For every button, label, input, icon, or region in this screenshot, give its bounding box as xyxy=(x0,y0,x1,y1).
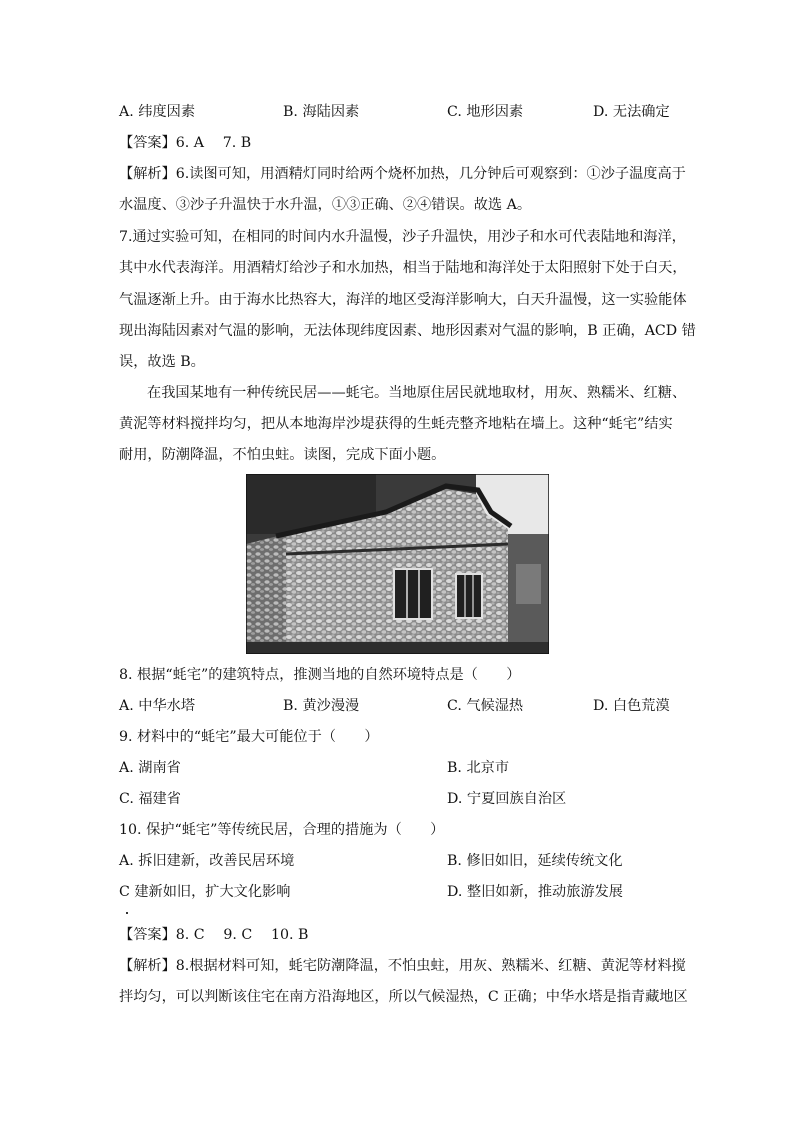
q10-option-a: A. 拆旧建新，改善民居环境 xyxy=(119,853,295,869)
analysis-line: 误，故选 B。 xyxy=(119,354,205,370)
q7-option-b: B. 海陆因素 xyxy=(283,104,360,120)
stray-mark xyxy=(126,912,128,914)
analysis-line: 气温逐渐上升。由于海水比热容大，海洋的地区受海洋影响大，白天升温慢，这一实验能体 xyxy=(119,292,687,308)
passage-line: 耐用，防潮降温，不怕虫蛀。读图，完成下面小题。 xyxy=(119,447,446,463)
oyster-house-photo xyxy=(246,474,549,654)
q9-option-a: A. 湖南省 xyxy=(119,760,181,776)
analysis-line: 7.通过实验可知，在相同的时间内水升温慢，沙子升温快，用沙子和水可代表陆地和海洋， xyxy=(119,229,686,245)
passage-line: 黄泥等材料搅拌均匀，把从本地海岸沙堤获得的生蚝壳整齐地粘在墙上。这种“蚝宅”结实 xyxy=(119,416,673,432)
q8-option-d: D. 白色荒漠 xyxy=(593,698,670,714)
analysis-line: 现出海陆因素对气温的影响，无法体现纬度因素、地形因素对气温的影响，B 正确，ACD 错 xyxy=(119,323,696,339)
q9-option-c: C. 福建省 xyxy=(119,791,181,807)
q7-option-d: D. 无法确定 xyxy=(593,104,670,120)
question-10: 10. 保护“蚝宅”等传统民居，合理的措施为（ ） xyxy=(119,822,445,838)
answer-8-10: 【答案】8. C 9. C 10. B xyxy=(119,927,309,943)
q9-option-b: B. 北京市 xyxy=(447,760,510,776)
analysis-line: 水温度、③沙子升温快于水升温，①③正确、②④错误。故选 A。 xyxy=(119,197,532,213)
analysis-line: 拌均匀，可以判断该住宅在南方沿海地区，所以气候湿热，C 正确；中华水塔是指青藏地区 xyxy=(119,989,688,1005)
q8-option-b: B. 黄沙漫漫 xyxy=(283,698,360,714)
answer-6-7: 【答案】6. A 7. B xyxy=(119,135,252,151)
q7-option-a: A. 纬度因素 xyxy=(119,104,196,120)
q7-option-c: C. 地形因素 xyxy=(447,104,524,120)
q10-option-d: D. 整旧如新，推动旅游发展 xyxy=(447,884,623,900)
analysis-line: 【解析】8.根据材料可知，蚝宅防潮降温，不怕虫蛀，用灰、熟糯米、红糖、黄泥等材料搅 xyxy=(119,958,686,974)
analysis-line: 【解析】6.读图可知，用酒精灯同时给两个烧杯加热，几分钟后可观察到：①沙子温度高于 xyxy=(119,166,686,182)
q9-option-d: D. 宁夏回族自治区 xyxy=(447,791,567,807)
q8-option-c: C. 气候湿热 xyxy=(447,698,524,714)
question-8: 8. 根据“蚝宅”的建筑特点，推测当地的自然环境特点是（ ） xyxy=(119,667,521,683)
q8-option-a: A. 中华水塔 xyxy=(119,698,196,714)
analysis-line: 其中水代表海洋。用酒精灯给沙子和水加热，相当于陆地和海洋处于太阳照射下处于白天， xyxy=(119,260,687,276)
passage-line: 在我国某地有一种传统民居——蚝宅。当地原住居民就地取材，用灰、熟糯米、红糖、 xyxy=(147,385,687,401)
q10-option-b: B. 修旧如旧，延续传统文化 xyxy=(447,853,623,869)
q10-option-c: C 建新如旧，扩大文化影响 xyxy=(119,884,291,900)
question-9: 9. 材料中的“蚝宅”最大可能位于（ ） xyxy=(119,729,379,745)
